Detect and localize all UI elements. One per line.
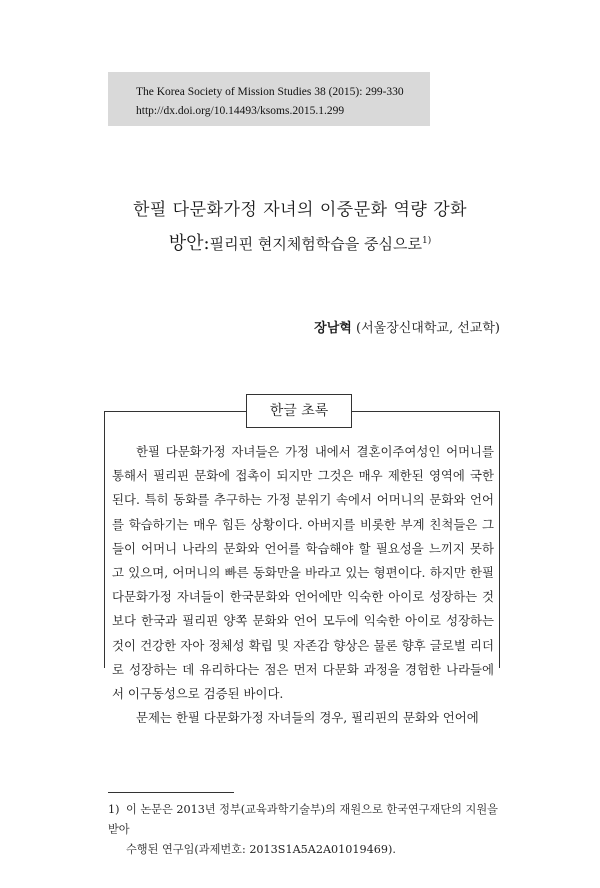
- abstract-frame-left-side: [104, 411, 105, 668]
- footnote: [108, 800, 508, 860]
- abstract-body: [112, 440, 494, 730]
- subtitle-rest: 필리핀 현지체험학습을 중심으로: [209, 235, 422, 253]
- footnote-line-2: 수행된 연구임(과제번호: 2013S1A5A2A01019469).: [126, 843, 396, 856]
- subtitle-lead: 방안:: [168, 233, 210, 254]
- paper-title: 한필 다문화가정 자녀의 이중문화 역량 강화: [132, 200, 468, 220]
- abstract-paragraph-2: 문제는 한필 다문화가정 자녀들의 경우, 필리핀의 문화와 언어에: [136, 710, 479, 726]
- journal-doi[interactable]: http://dx.doi.org/10.14493/ksoms.2015.1.299: [136, 105, 345, 117]
- footnote-mark: 1): [108, 803, 120, 816]
- abstract-paragraph-1: 한필 다문화가정 자녀들은 가정 내에서 결혼이주여성인 어머니를 통해서 필리핀 문화에 접촉이 되지만 그것은 매우 제한된 영역에 국한된다. 특히 동화를 추구하는 가정 분위기 속에서 어머니의 문화와 언어를 학습하기는 매우 힘든 상황이다. 아버지를 비롯한 부계 친척들은 그들이 어머니 나라의 문화와 언어를 학습해야 할 필요성을 느끼지 못하고 있으며, 어머니의 빠른 동화만을 바라고 있는 형편이다. 하지만 한필 다문화가정 자녀들이 한국문화와 언어에만 익숙한 아이로 성장하는 것보다 한국과 필리핀 양쪽 문화와 언어 모두에 익숙한 아이로 성장하는 것이 건강한 자아 정체성 확립 및 자존감 향상은 물론 향후 글로벌 리더로 성장하는 데 유리하다는 점은 먼저 다문화 과정을 경험한 나라들에서 이구동성으로 검증된 바이다.: [112, 444, 494, 702]
- author-line: [314, 319, 500, 339]
- author-name: 장남혁: [314, 321, 352, 336]
- abstract-frame-left-top: [104, 411, 246, 412]
- abstract-frame-right-top: [352, 411, 500, 412]
- paper-subtitle: [0, 233, 600, 255]
- abstract-label: 한글 초록: [246, 394, 352, 428]
- footnote-line-1: 이 논문은 2013년 정부(교육과학기술부)의 재원으로 한국연구재단의 지원을 받아: [108, 803, 498, 836]
- footnote-ref[interactable]: 1): [422, 236, 432, 246]
- footnote-divider: [108, 792, 234, 793]
- journal-citation: The Korea Society of Mission Studies 38 (2015): 299-330: [136, 86, 404, 98]
- abstract-frame-right-side: [499, 411, 500, 668]
- author-affiliation: (서울장신대학교, 선교학): [356, 321, 500, 336]
- journal-header: [108, 72, 430, 126]
